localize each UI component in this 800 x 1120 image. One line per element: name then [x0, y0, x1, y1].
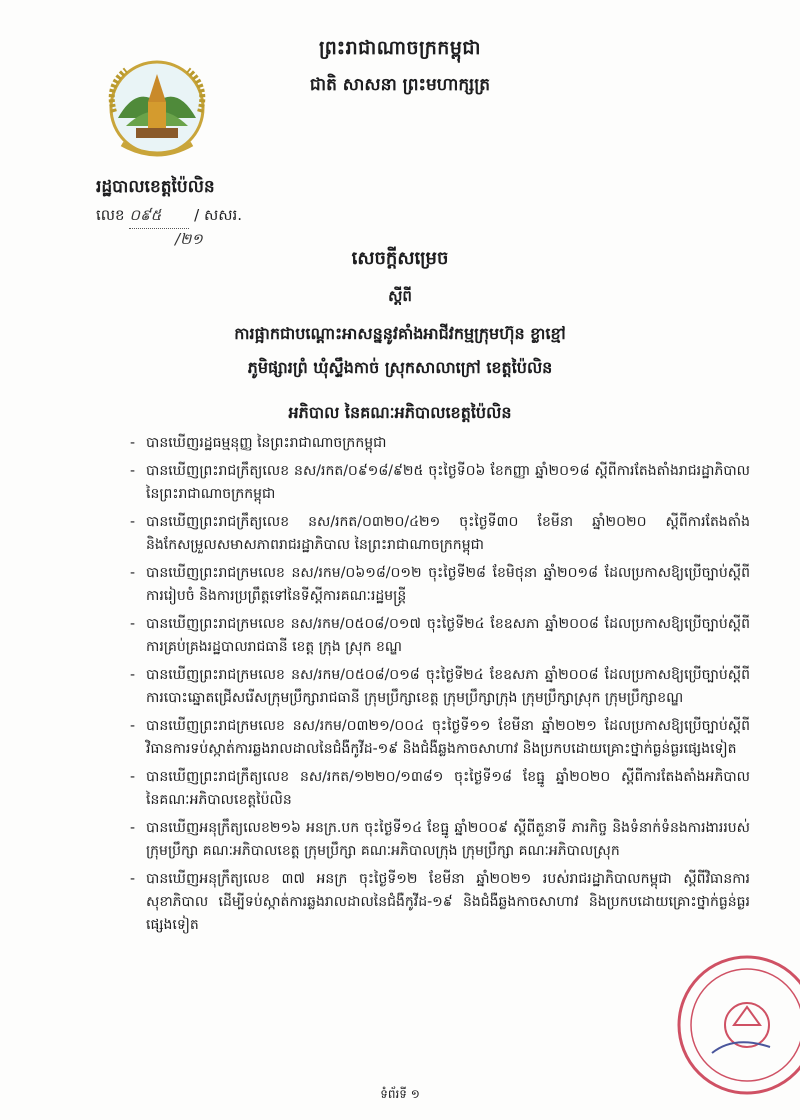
list-item: - បានឃើញរដ្ឋធម្មនុញ្ញ នៃព្រះរាជាណាចក្រកម្ពុជា — [130, 432, 750, 455]
reference-number — [96, 206, 242, 229]
national-motto: ជាតិ សាសនា ព្រះមហាក្សត្រ — [309, 75, 491, 95]
kingdom-title: ព្រះរាជាណាចក្រកម្ពុជា — [319, 37, 481, 59]
legal-basis-list — [130, 432, 750, 942]
list-item: - បានឃើញព្រះរាជក្រមលេខ នស/រកម/០៥០៨/០១៧ ចុះថ្ងៃទី២៤ ខែឧសភា ឆ្នាំ២០០៨ ដែលប្រកាសឱ្យប្រើច្បាប់ស្តីពីការគ្រប់គ្រងរដ្ឋបាលរាជធានី ខេត្ត ក្រុង ស្រុក ខណ្ឌ — [130, 613, 750, 659]
reference-year: /២១ — [175, 230, 203, 248]
decision-subject: ការផ្អាកជាបណ្តោះអាសន្ននូវគាំងអាជីវកម្មក្រុមហ៊ុន ខ្លាខ្មៅ — [234, 324, 566, 343]
list-item: - បានឃើញព្រះរាជក្រមលេខ នស/រកម/០៥០៨/០១៨ ចុះថ្ងៃទី២៤ ខែឧសភា ឆ្នាំ២០០៨ ដែលប្រកាសឱ្យប្រើច្បាប់ស្តីពីការបោះឆ្នោតជ្រើសរើសក្រុមប្រឹក្សារាជធានី ក្រុមប្រឹក្សាខេត្ត ក្រុមប្រឹក្សាក្រុង ក្រុមប្រឹក្សាស្រុក ក្រុមប្រឹក្សាខណ្ឌ — [130, 664, 750, 710]
list-item: - បានឃើញព្រះរាជក្រមលេខ នស/រកម/០៣២១/០០៤ ចុះថ្ងៃទី១១ ខែមីនា ឆ្នាំ២០២១ ដែលប្រកាសឱ្យប្រើច្បាប់ស្តីពីវិធានការទប់ស្កាត់ការឆ្លងរាលដាលនៃជំងឺកូវីដ-១៩ និងជំងឺឆ្លងកាចសាហាវ និងប្រកបដោយគ្រោះថ្នាក់ធ្ងន់ធ្ងរផ្សេងទៀត — [130, 715, 750, 761]
list-item: - បានឃើញអនុក្រឹត្យលេខ ៣៧ អនក្រ ចុះថ្ងៃទី១២ ខែមីនា ឆ្នាំ២០២១ របស់រាជរដ្ឋាភិបាលកម្ពុជា ស្តីពីវិធានការសុខាភិបាល ដើម្បីទប់ស្កាត់ការឆ្លងរាលដាលនៃជំងឺកូវីដ-១៩ និងជំងឺឆ្លងកាចសាហាវ និងប្រកបដោយគ្រោះថ្នាក់ធ្ងន់ធ្ងរផ្សេងទៀត — [130, 868, 750, 937]
decision-subject-label: ស្តីពី — [388, 287, 412, 305]
issuer-name: រដ្ឋបាលខេត្តប៉ៃលិន — [96, 177, 215, 197]
list-item: - បានឃើញព្រះរាជក្រមលេខ នស/រកម/០៦១៨/០១២ ចុះថ្ងៃទី២៨ ខែមិថុនា ឆ្នាំ២០១៨ ដែលប្រកាសឱ្យប្រើច្បាប់ស្តីពីការរៀបចំ និងការប្រព្រឹត្តទៅនៃទីស្តីការគណៈរដ្ឋមន្ត្រី — [130, 562, 750, 608]
issuing-authority: អភិបាល នៃគណៈអភិបាលខេត្តប៉ៃលិន — [288, 403, 512, 422]
official-seal-stamp — [672, 935, 800, 1105]
reference-blank — [129, 206, 189, 229]
page-number: ទំព័រទី ១ — [380, 1087, 420, 1101]
reference-label: លេខ — [96, 206, 125, 224]
reference-suffix: / សសរ. — [194, 206, 243, 224]
list-item: - បានឃើញព្រះរាជក្រឹត្យលេខ នស/រកត/១២២០/១៣៨១ ចុះថ្ងៃទី១៨ ខែធ្នូ ឆ្នាំ២០២០ ស្តីពីការតែងតាំងអភិបាលនៃគណៈអភិបាលខេត្តប៉ៃលិន — [130, 766, 750, 812]
decision-title: សេចក្តីសម្រេច — [351, 248, 449, 269]
province-emblem-logo — [96, 56, 218, 166]
decision-location: ភូមិផ្សារព្រំ ឃុំស្ទឹងកាច់ ស្រុកសាលាក្រៅ ខេត្តប៉ៃលិន — [247, 358, 553, 377]
list-item: - បានឃើញព្រះរាជក្រឹត្យលេខ នស/រកត/០៩១៨/៩២៥ ចុះថ្ងៃទី០៦ ខែកញ្ញា ឆ្នាំ២០១៨ ស្តីពីការតែងតាំងរាជរដ្ឋាភិបាលនៃព្រះរាជាណាចក្រកម្ពុជា — [130, 460, 750, 506]
list-item: - បានឃើញព្រះរាជក្រឹត្យលេខ នស/រកត/០៣២០/៤២១ ចុះថ្ងៃទី៣០ ខែមីនា ឆ្នាំ២០២០ ស្តីពីការតែងតាំង និងកែសម្រួលសមាសភាពរាជរដ្ឋាភិបាល នៃព្រះរាជាណាចក្រកម្ពុជា — [130, 511, 750, 557]
decision-title-block — [0, 246, 800, 381]
reference-handwritten-number: ០៩៥ — [129, 206, 162, 224]
list-item: - បានឃើញអនុក្រឹត្យលេខ២១៦ អនក្រ.បក ចុះថ្ងៃទី១៤ ខែធ្នូ ឆ្នាំ២០០៩ ស្តីពីតួនាទី ភារកិច្ច និងទំនាក់ទំនងការងាររបស់ក្រុមប្រឹក្សា គណៈអភិបាលខេត្ត ក្រុមប្រឹក្សា គណៈអភិបាលក្រុង ក្រុមប្រឹក្សា គណៈអភិបាលស្រុក — [130, 817, 750, 863]
